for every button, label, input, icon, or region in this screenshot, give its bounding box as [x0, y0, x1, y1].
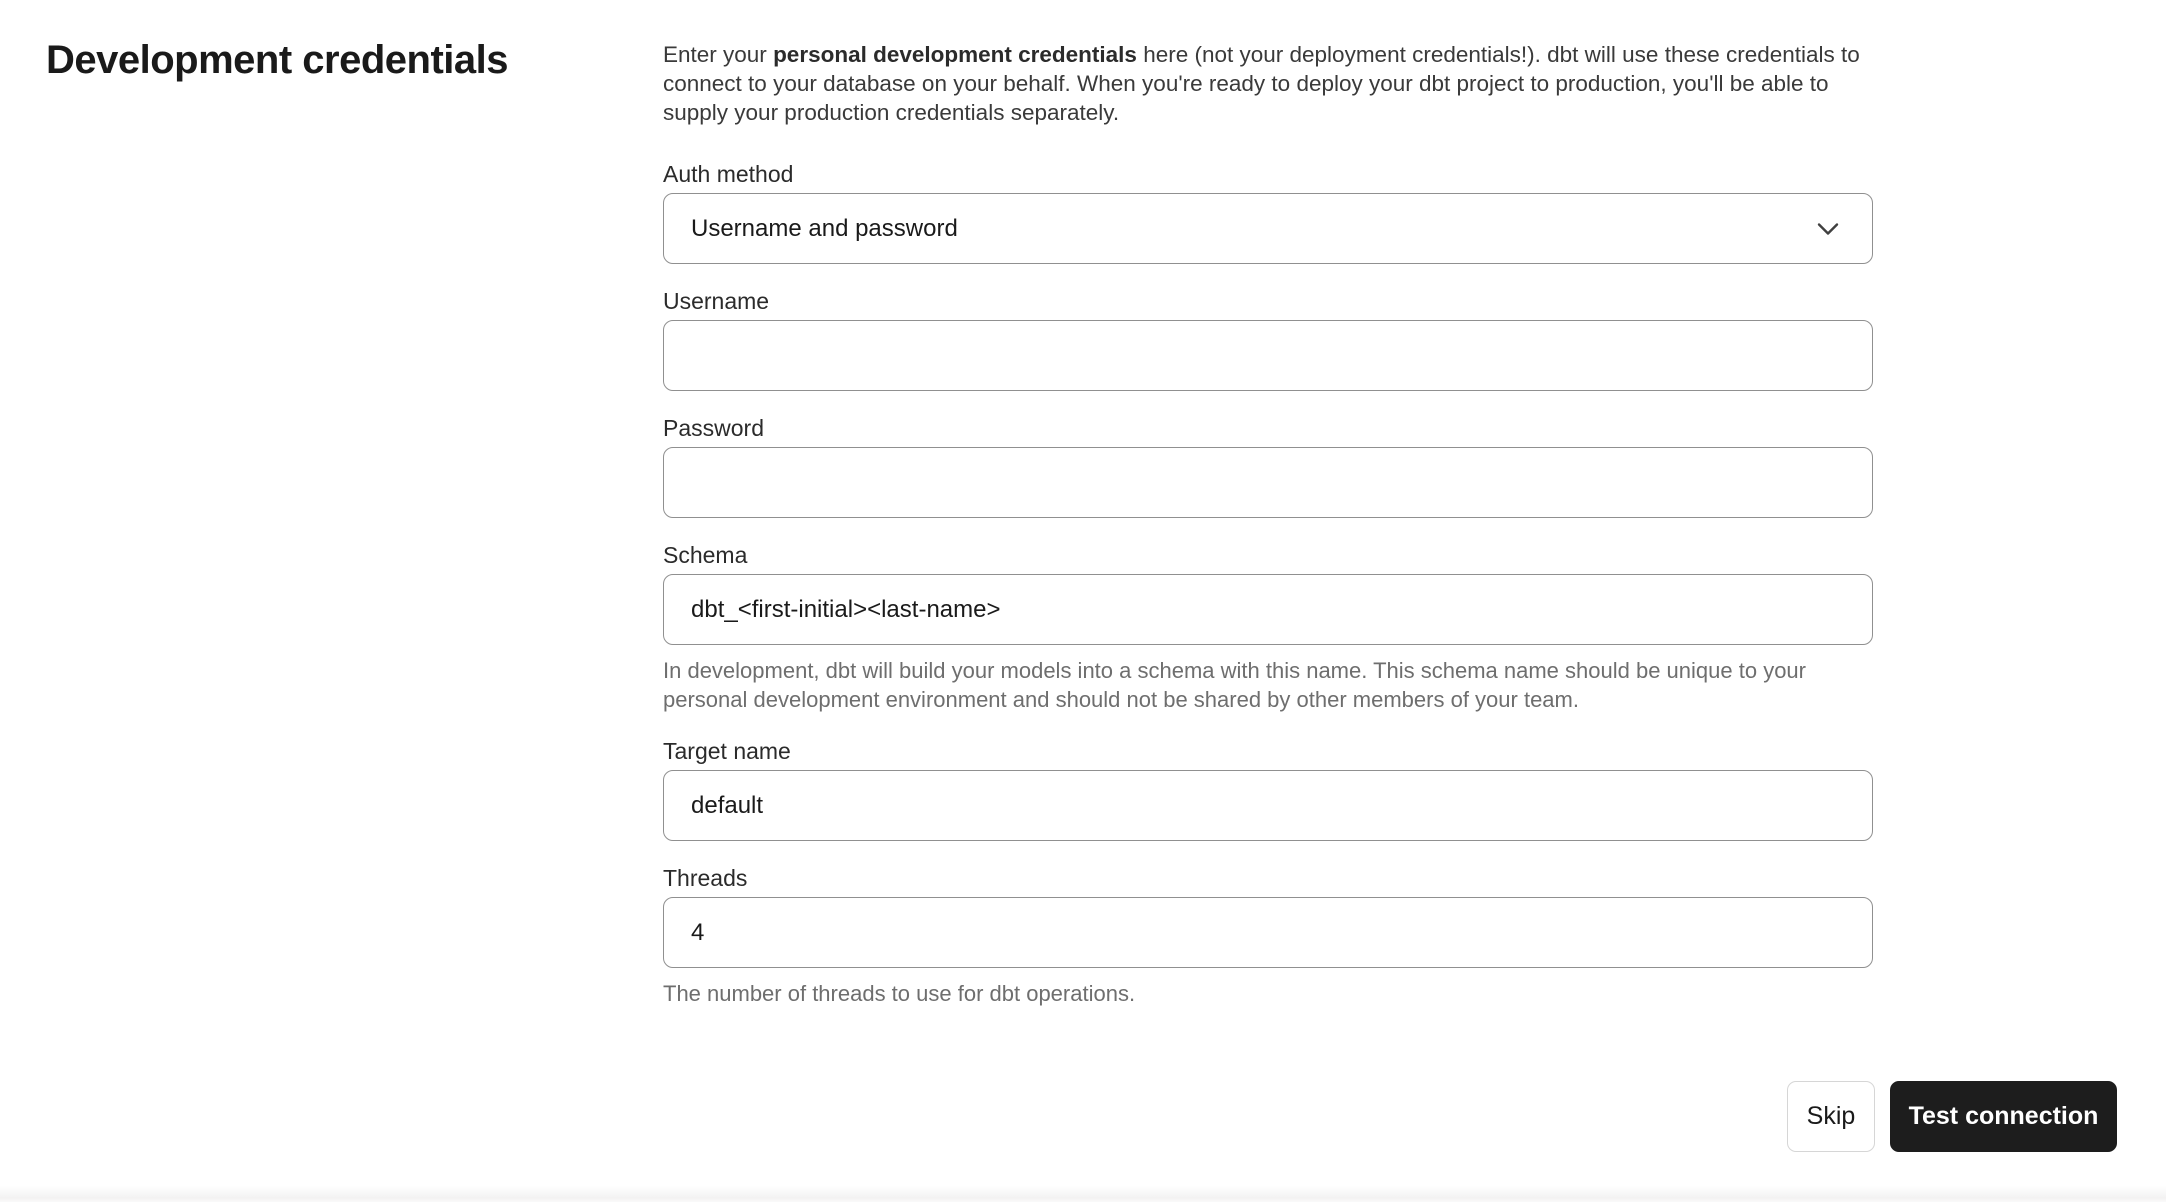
- auth-method-selected-value: Username and password: [691, 214, 958, 242]
- auth-method-field: [663, 161, 1873, 264]
- threads-field: [663, 865, 1873, 1008]
- username-label: Username: [663, 288, 770, 314]
- description-bold: personal development credentials: [773, 42, 1137, 67]
- target-name-input[interactable]: [663, 770, 1873, 841]
- username-input[interactable]: [663, 320, 1873, 391]
- schema-field: [663, 542, 1873, 714]
- chevron-down-icon: [1817, 222, 1839, 236]
- auth-method-label: Auth method: [663, 161, 794, 187]
- description-suffix: here (not your deployment credentials!). dbt will use these credentials to connect to your database on your behalf. When you're ready to deploy your dbt project to production, you'll be able to supply your production credentials separately.: [663, 42, 1860, 125]
- skip-button[interactable]: Skip: [1787, 1081, 1875, 1152]
- password-field: [663, 415, 1873, 518]
- bottom-divider: [0, 1186, 2166, 1202]
- page-title: Development credentials: [46, 38, 508, 82]
- threads-help-text: The number of threads to use for dbt operations.: [663, 981, 1136, 1006]
- footer-actions: [1787, 1081, 2117, 1152]
- schema-help-text: In development, dbt will build your models into a schema with this name. This schema name should be unique to your personal development environment and should not be shared by other members of your team.: [663, 658, 1806, 712]
- auth-method-select[interactable]: [663, 193, 1873, 264]
- target-name-label: Target name: [663, 738, 791, 764]
- username-field: [663, 288, 1873, 391]
- target-name-field: [663, 738, 1873, 841]
- credentials-form: [663, 40, 1873, 1008]
- threads-label: Threads: [663, 865, 748, 891]
- description-prefix: Enter your: [663, 42, 774, 67]
- password-label: Password: [663, 415, 764, 441]
- schema-label: Schema: [663, 542, 748, 568]
- test-connection-button[interactable]: Test connection: [1890, 1081, 2117, 1152]
- password-input[interactable]: [663, 447, 1873, 518]
- form-description: [663, 40, 1873, 127]
- threads-input[interactable]: [663, 897, 1873, 968]
- schema-input[interactable]: [663, 574, 1873, 645]
